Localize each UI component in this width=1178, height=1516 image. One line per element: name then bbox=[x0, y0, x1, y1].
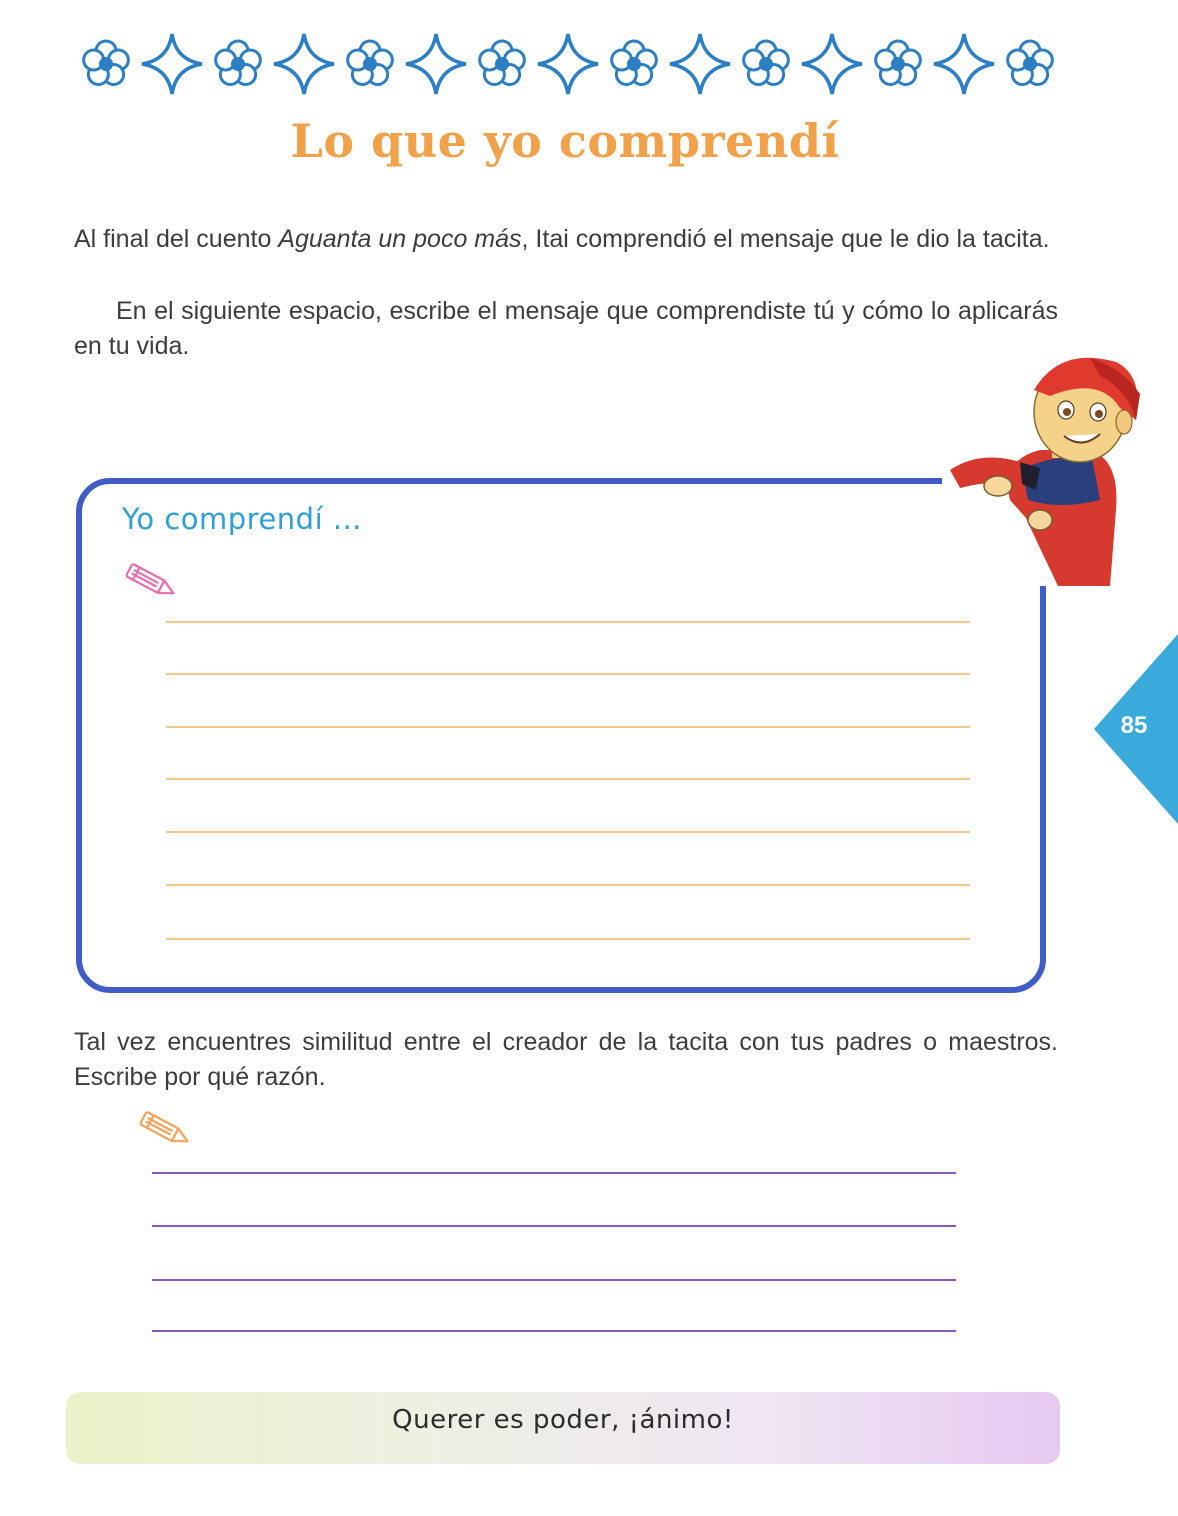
instruction-paragraph bbox=[74, 294, 1058, 364]
star-icon bbox=[538, 34, 598, 94]
page-title: Lo que yo comprendí bbox=[290, 114, 840, 168]
decorative-border bbox=[72, 32, 1072, 96]
intro-paragraph bbox=[74, 222, 1058, 257]
second-prompt: Tal vez encuentres similitud entre el creador de la tacita con tus padres o maestros. Escribe por qué razón. bbox=[74, 1028, 1058, 1091]
flower-icon bbox=[1008, 41, 1053, 85]
intro-text: Al final del cuento bbox=[74, 225, 279, 253]
star-icon bbox=[142, 34, 202, 94]
intro-text-end: , Itai comprendió el mensaje que le dio la tacita. bbox=[521, 225, 1050, 253]
writing-line[interactable] bbox=[152, 1279, 956, 1281]
story-title: Aguanta un poco más bbox=[278, 225, 522, 253]
pencil-icon bbox=[120, 560, 180, 604]
star-icon bbox=[274, 34, 334, 94]
box-label: Yo comprendí ... bbox=[122, 502, 363, 536]
writing-line[interactable] bbox=[166, 938, 970, 940]
boy-illustration bbox=[940, 350, 1150, 586]
page-number: 85 bbox=[1120, 712, 1148, 739]
instruction-text: En el siguiente espacio, escribe el mensaje que comprendiste tú y cómo lo aplicarás en tu vida. bbox=[74, 297, 1058, 360]
star-icon bbox=[406, 34, 466, 94]
writing-line[interactable] bbox=[166, 673, 970, 675]
flower-icon bbox=[348, 41, 393, 85]
flower-icon bbox=[612, 41, 657, 85]
writing-box bbox=[76, 478, 1046, 993]
footer-motto: Querer es poder, ¡ánimo! bbox=[392, 1405, 734, 1435]
writing-line[interactable] bbox=[152, 1330, 956, 1332]
flower-icon bbox=[84, 41, 129, 85]
writing-line[interactable] bbox=[152, 1172, 956, 1174]
writing-line[interactable] bbox=[152, 1225, 956, 1227]
flower-icon bbox=[876, 41, 921, 85]
flower-icon bbox=[480, 41, 525, 85]
flower-icon bbox=[216, 41, 261, 85]
writing-line[interactable] bbox=[166, 778, 970, 780]
writing-line[interactable] bbox=[166, 831, 970, 833]
star-icon bbox=[934, 34, 994, 94]
writing-line[interactable] bbox=[166, 621, 970, 623]
flower-icon bbox=[744, 41, 789, 85]
writing-line[interactable] bbox=[166, 726, 970, 728]
writing-line[interactable] bbox=[166, 884, 970, 886]
pencil-icon bbox=[134, 1108, 194, 1152]
star-icon bbox=[802, 34, 862, 94]
star-icon bbox=[670, 34, 730, 94]
